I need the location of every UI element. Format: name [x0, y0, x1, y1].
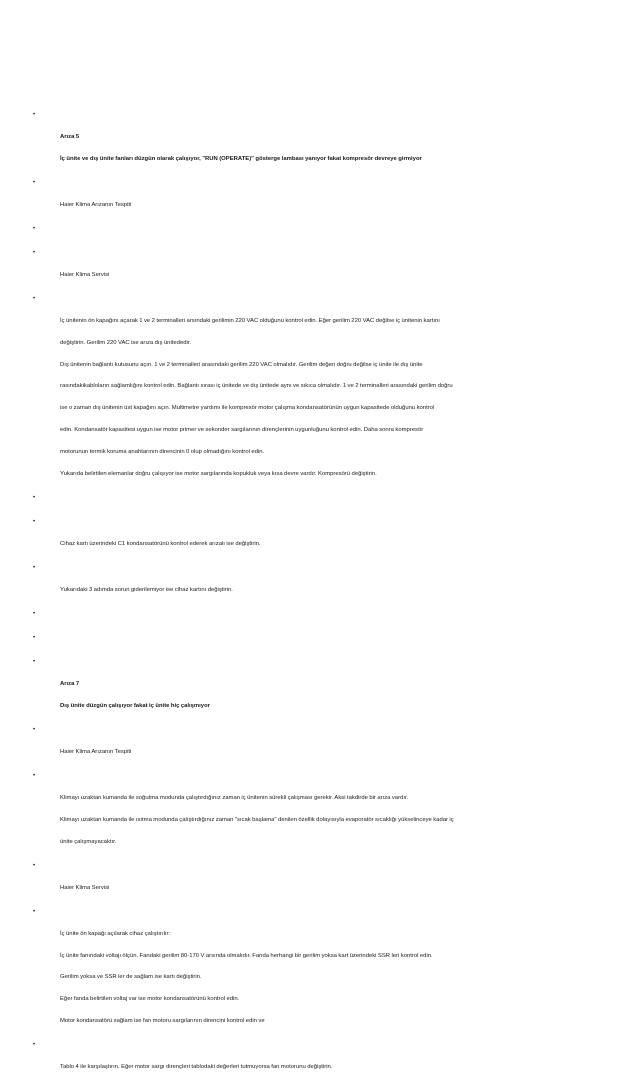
detection-text-line: Klimayı uzaktan kumanda ile soğutma modunda çalıştırdığınız zaman iç ünitenin sürekli çalışması gerekir. Aksi takdirde bir arıza vardır.: [60, 794, 409, 801]
fault7-detection-item: [0, 727, 638, 771]
document-body: [0, 112, 638, 1088]
empty-list-item: [0, 635, 638, 657]
fault7-detection-text: [0, 773, 638, 861]
empty-list-item: [0, 495, 638, 517]
service-text-line: Eğer fanda belirtilen voltaj var ise motor kondansatörünü kontrol edin.: [60, 996, 240, 1003]
fault5-final-step: [0, 565, 638, 609]
bullet: •: [33, 249, 36, 256]
fault7-subtitle: Dış ünite düzgün çalışıyor fakat iç ünite hiç çalışmıyor: [60, 703, 210, 710]
fault7-table-step: [0, 1042, 638, 1086]
empty-list-item: [0, 226, 638, 248]
service-text-line: rasındakikabloların sağlamlığını kontrol edin. Bağlantı sırası iç ünitede ve dış ünitede aynı ve sıkıca olmalıdır. 1 ve 2 terminalleri arasındaki gerilim doğru: [60, 383, 453, 390]
service-text-line: Yukarıda belirtilen elemanlar doğru çalışıyor ise motor sargılarında kopukluk veya kısa devre vardır. Kompresörü değiştirin.: [60, 471, 377, 477]
fault5-detection-item: [0, 180, 638, 224]
detection-text-line: ünite çalışmayacaktır.: [60, 838, 117, 845]
service-text-line: Gerilim yoksa ve SSR ler de sağlam ise kartı değiştirin.: [60, 974, 202, 981]
bullet: •: [33, 862, 36, 869]
fault7-heading-item: [0, 659, 638, 725]
fault7-service-heading: Haier Klima Servisi: [60, 884, 110, 891]
bullet: •: [33, 727, 36, 734]
fault7-title: Arıza 7: [60, 681, 80, 688]
bullet: •: [33, 908, 36, 915]
fault7-detection-heading: Haier Klima Arızanın Tespiti: [60, 749, 132, 755]
bullet: •: [33, 225, 36, 232]
service-text-line: İç ünite ön kapağı açılarak cihaz çalıştırılır:: [60, 930, 171, 937]
bullet: •: [33, 635, 36, 642]
fault5-service-item: [0, 250, 638, 294]
detection-text-line: Klimayı uzaktan kumanda ile ısıtma modunda çalıştırdığınız zaman "sıcak başlama" denilen özellik dolayısıyla evaporatör sıcaklığı yükselinceye kadar iç: [60, 816, 454, 823]
bullet: •: [33, 519, 36, 526]
empty-list-item: [0, 611, 638, 633]
service-text-line: edin. Kondansatör kapasitesi uygun ise motor primer ve sekonder sargılarının dirençlerinin uygunluğunu kontrol edin. Daha sonra kompresör: [60, 427, 424, 434]
bullet: •: [33, 1042, 36, 1049]
bullet: •: [33, 495, 36, 502]
bullet: •: [33, 112, 36, 118]
fault5-subtitle: İç ünite ve dış ünite fanları düzgün olarak çalışıyor, "RUN (OPERATE)" gösterge lambası yanıyor fakat kompresör devreye girmiyor: [60, 155, 422, 162]
service-text-line: İç ünite fanındaki voltajı ölçün. Fandaki gerilim 80-170 V arsında olmalıdır. Fanda herhangi bir gerilim yoksa kart üzerindeki SSR leri kontrol edin.: [60, 952, 433, 959]
fault5-heading-item: [0, 112, 638, 178]
bullet: •: [33, 773, 36, 780]
fault5-capacitor-step: [0, 519, 638, 563]
fault5-service-heading: Haier Klima Servisi: [60, 271, 110, 278]
service-text-line: Dış ünitenin bağlantı kutusunu açın. 1 ve 2 terminalleri arasındaki gerilim 220 VAC olmalıdır. Gerilim değeri doğru değilse iç ünite ile dış ünite: [60, 361, 423, 368]
bullet: •: [33, 659, 36, 666]
bullet: •: [33, 295, 36, 302]
bullet: •: [33, 565, 36, 572]
bullet: •: [33, 179, 36, 186]
service-text-line: Motor kondansatörü sağlam ise fan motoru sargılarının direncini kontrol edin ve: [60, 1018, 265, 1025]
final-step-text: Yukarıdaki 3 adımda sorun giderilemiyor ise cihaz kartını değiştirin.: [60, 587, 233, 594]
service-text-line: ise o zaman dış ünitenin üst kapağını açın. Multimetre yardımı ile kompresör motor çalışma kondansatörünün uygun kapasitede olduğunu kontrol: [60, 405, 435, 412]
service-text-line: İç ünitenin ön kapağını açarak 1 ve 2 terminalleri arsındaki gerilimin 220 VAC olduğunu kontrol edin. Eğer gerilim 220 VAC değilse iç ünitenin kartını: [60, 317, 440, 324]
fault5-service-steps: [0, 296, 638, 493]
service-text-line: değiştirin. Gerilim 220 VAC ise arıza dış ünitededir.: [60, 339, 192, 346]
bullet: •: [33, 611, 36, 618]
fault7-service-item: [0, 863, 638, 907]
capacitor-step-text: Cihaz kartı üzerindeki C1 kondansatörünü kontrol ederek arızalı ise değiştirin.: [60, 541, 261, 548]
fault5-title: Arıza 5: [60, 133, 80, 140]
fault5-detection-heading: Haier Klima Arızanın Tespiti: [60, 201, 132, 208]
table-step-text: Tablo 4 ile karşılaştırın. Eğer motor sargı dirençleri tablodaki değerleri tutmuyorsa fan motorunu değiştirin.: [60, 1064, 333, 1071]
service-text-line: motorunun termik koruma anahtarının direncinin 0 olup olmadığını kontrol edin.: [60, 449, 265, 456]
fault7-service-steps: [0, 909, 638, 1040]
